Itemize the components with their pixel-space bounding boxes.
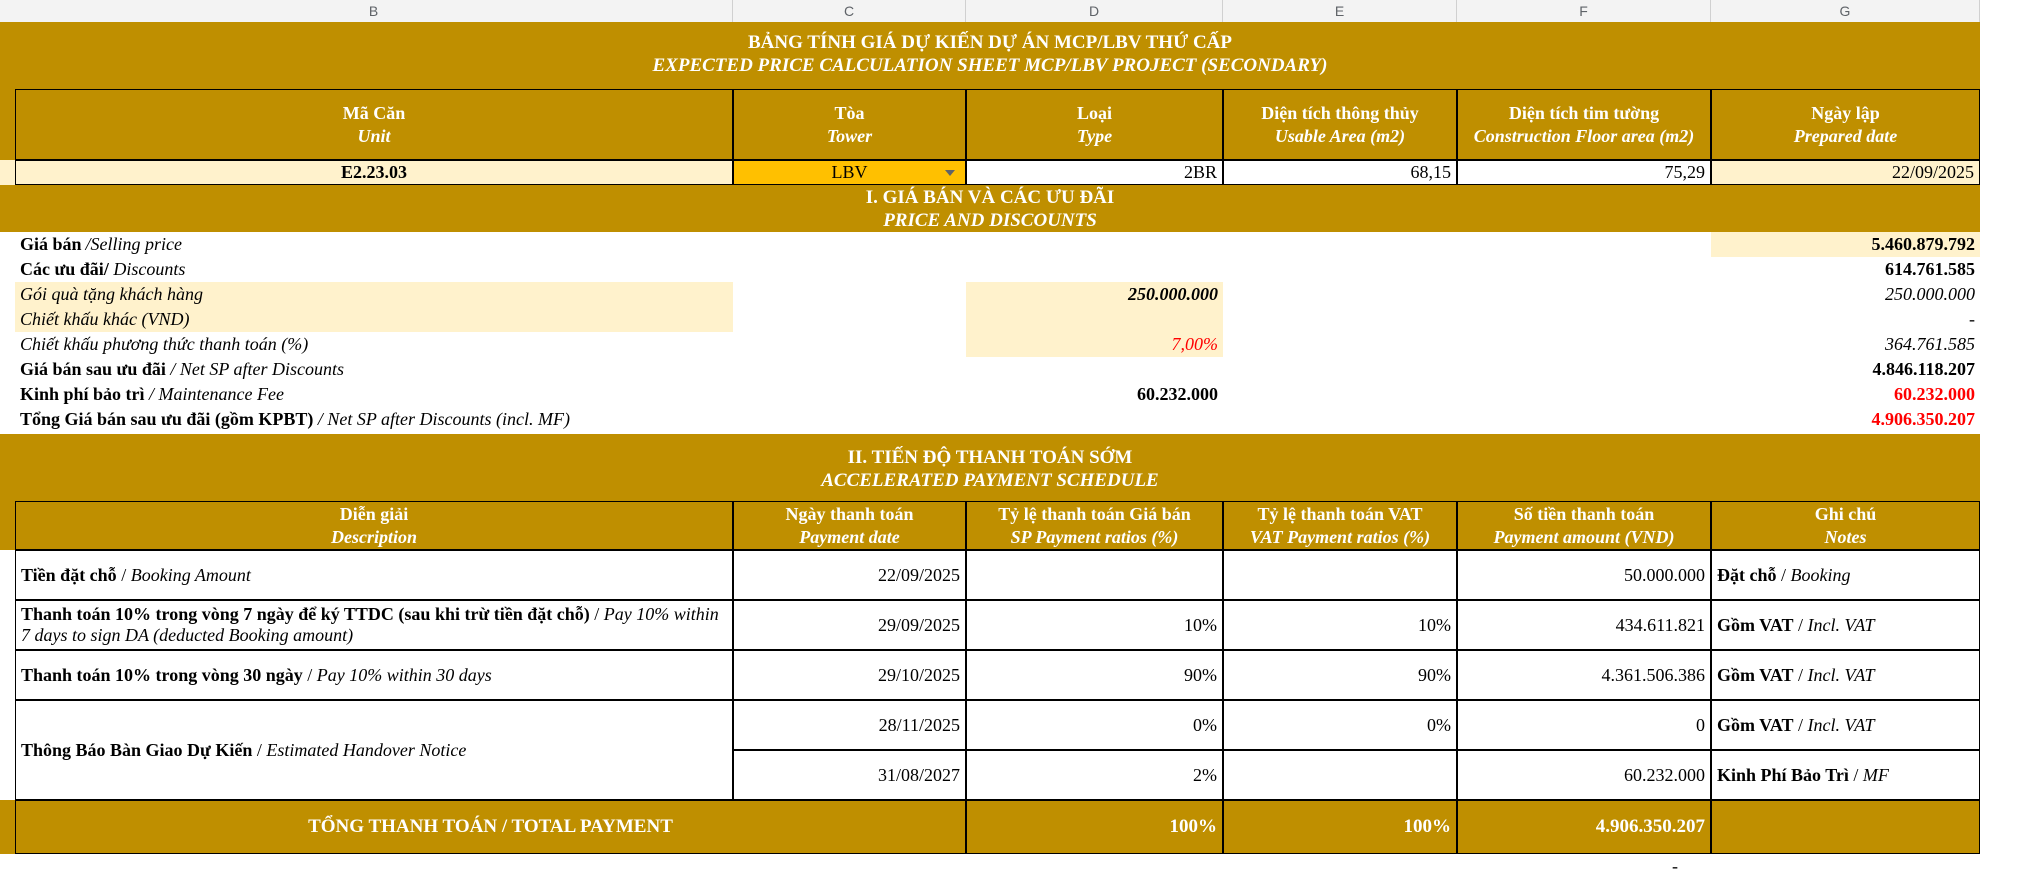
net-price-value[interactable]: 4.846.118.207	[1872, 359, 1975, 379]
header-construction-area-vi: Diện tích tim tường	[1508, 102, 1660, 123]
gift-package-label: Gói quà tặng khách hàng	[15, 282, 733, 307]
header-payment-amount[interactable]	[1457, 501, 1711, 550]
row-second-payment-date[interactable]: 29/10/2025	[733, 650, 966, 700]
row-second-payment-note-en: Incl. VAT	[1807, 664, 1875, 685]
header-payment-date-en: Payment date	[799, 526, 900, 547]
column-header-f[interactable]: F	[1457, 0, 1711, 22]
row-booking-note-en: Booking	[1790, 564, 1851, 585]
discounts-label-vi: Các ưu đãi/	[20, 259, 109, 279]
other-discount-input[interactable]	[966, 307, 1223, 332]
header-construction-area-en: Construction Floor area (m2)	[1473, 125, 1695, 146]
selling-price-label-vi: Giá bán	[20, 234, 82, 254]
header-tower-vi: Tòa	[834, 102, 865, 123]
maintenance-fee-input[interactable]: 60.232.000	[1137, 384, 1218, 404]
total-payment-amount[interactable]: 4.906.350.207	[1457, 800, 1711, 854]
row-second-payment-amount[interactable]: 4.361.506.386	[1457, 650, 1711, 700]
maintenance-fee-label	[15, 382, 733, 407]
payment-discount-label: Chiết khấu phương thức thanh toán (%)	[20, 334, 309, 354]
row-mf-sp[interactable]: 2%	[966, 750, 1223, 800]
row-mf-date[interactable]: 31/08/2027	[733, 750, 966, 800]
usable-area-cell[interactable]: 68,15	[1223, 160, 1457, 185]
gift-package-value[interactable]: 250.000.000	[1885, 284, 1975, 304]
section-schedule-vi: II. TIẾN ĐỘ THANH TOÁN SỚM	[847, 447, 1133, 468]
header-vat-ratio-en: VAT Payment ratios (%)	[1249, 526, 1431, 547]
header-tower[interactable]	[733, 89, 966, 160]
row-handover-amount[interactable]: 0	[1457, 700, 1711, 750]
section-price-en: PRICE AND DISCOUNTS	[883, 210, 1097, 231]
header-construction-area[interactable]	[1457, 89, 1711, 160]
header-prepared-date[interactable]	[1711, 89, 1980, 160]
header-usable-area[interactable]	[1223, 89, 1457, 160]
net-price-label-vi: Giá bán sau ưu đãi	[20, 359, 166, 379]
row-second-payment-desc[interactable]: Thanh toán 10% trong vòng 30 ngày / Pay 10% within 30 days	[15, 650, 733, 700]
row-second-payment-vat[interactable]: 90%	[1223, 650, 1457, 700]
row-second-payment-note-vi: Gồm VAT	[1717, 664, 1794, 685]
header-vat-ratio-vi: Tỷ lệ thanh toán VAT	[1257, 503, 1423, 524]
maintenance-fee-label-vi: Kinh phí bảo trì	[20, 384, 145, 404]
header-sp-ratio-vi: Tỷ lệ thanh toán Giá bán	[998, 503, 1191, 524]
row-booking-desc-vi: Tiền đặt chỗ	[21, 564, 117, 585]
header-unit-en: Unit	[357, 125, 391, 146]
type-cell[interactable]: 2BR	[966, 160, 1223, 185]
net-price-label	[15, 357, 733, 382]
total-price-label-en: / Net SP after Discounts (incl. MF)	[313, 409, 571, 429]
other-discount-value[interactable]: -	[1969, 309, 1975, 329]
title-en: EXPECTED PRICE CALCULATION SHEET MCP/LBV PROJECT (SECONDARY)	[652, 55, 1328, 76]
section-price-band	[0, 185, 1980, 232]
title-band	[0, 22, 1980, 89]
selling-price-label-en: /Selling price	[85, 234, 183, 254]
row-handover-note[interactable]: Gồm VAT / Incl. VAT	[1711, 700, 1980, 750]
row-mf-vat[interactable]	[1223, 750, 1457, 800]
header-type-en: Type	[1076, 125, 1113, 146]
row-second-payment-note[interactable]: Gồm VAT / Incl. VAT	[1711, 650, 1980, 700]
row-first-payment-amount[interactable]: 434.611.821	[1457, 600, 1711, 650]
row-first-payment-desc-en: Pay 10% within 7 days to sign DA (deducted Booking amount)	[21, 604, 719, 645]
row-first-payment-vat[interactable]: 10%	[1223, 600, 1457, 650]
row-booking-vat[interactable]	[1223, 550, 1457, 600]
payment-discount-value[interactable]: 364.761.585	[1885, 334, 1975, 354]
header-payment-date-vi: Ngày thanh toán	[785, 503, 914, 524]
column-header-e[interactable]: E	[1223, 0, 1457, 22]
construction-area-cell[interactable]: 75,29	[1457, 160, 1711, 185]
row-handover-vat[interactable]: 0%	[1223, 700, 1457, 750]
tower-select[interactable]	[733, 160, 966, 185]
row-handover-desc[interactable]: Thông Báo Bàn Giao Dự Kiến / Estimated Handover Notice	[15, 700, 733, 800]
discounts-label	[15, 257, 733, 282]
header-unit-vi: Mã Căn	[342, 102, 406, 123]
gift-package-input[interactable]: 250.000.000	[966, 282, 1223, 307]
header-sp-ratio-en: SP Payment ratios (%)	[1010, 526, 1179, 547]
maintenance-fee-label-en: / Maintenance Fee	[144, 384, 284, 404]
row-booking-note[interactable]: Đặt chỗ / Booking	[1711, 550, 1980, 600]
header-description-vi: Diễn giải	[339, 503, 409, 524]
row-booking-note-vi: Đặt chỗ	[1717, 564, 1777, 585]
header-type-vi: Loại	[1076, 102, 1112, 123]
header-payment-amount-en: Payment amount (VND)	[1493, 526, 1675, 547]
row-mf-note[interactable]: Kinh Phí Bảo Trì / MF	[1711, 750, 1980, 800]
footer-dash: -	[1672, 855, 1678, 876]
row-booking-desc-en: Booking Amount	[130, 564, 251, 585]
row-first-payment-note-vi: Gồm VAT	[1717, 614, 1794, 635]
row-handover-note-vi: Gồm VAT	[1717, 714, 1794, 735]
row-first-payment-note[interactable]: Gồm VAT / Incl. VAT	[1711, 600, 1980, 650]
row-handover-note-en: Incl. VAT	[1807, 714, 1875, 735]
header-payment-date[interactable]	[733, 501, 966, 550]
maintenance-fee-value[interactable]: 60.232.000	[1894, 384, 1975, 404]
row-booking-sp[interactable]	[966, 550, 1223, 600]
row-booking-date[interactable]: 22/09/2025	[733, 550, 966, 600]
discounts-label-en: Discounts	[108, 259, 186, 279]
discounts-value[interactable]: 614.761.585	[1885, 259, 1975, 279]
row-first-payment-date[interactable]: 29/09/2025	[733, 600, 966, 650]
total-payment-label[interactable]: TỔNG THANH TOÁN / TOTAL PAYMENT	[15, 800, 966, 854]
selling-price-label	[15, 232, 733, 257]
header-tower-en: Tower	[826, 125, 873, 146]
section-schedule-band	[0, 434, 1980, 501]
header-vat-ratio[interactable]	[1223, 501, 1457, 550]
row-handover-desc-en: Estimated Handover Notice	[266, 739, 467, 760]
header-notes[interactable]	[1711, 501, 1980, 550]
row-first-payment-desc-vi: Thanh toán 10% trong vòng 7 ngày để ký TTDC (sau khi trừ tiền đặt chỗ)	[21, 604, 590, 624]
row-handover-desc-vi: Thông Báo Bàn Giao Dự Kiến	[21, 739, 253, 760]
header-notes-en: Notes	[1824, 526, 1867, 547]
header-description-en: Description	[330, 526, 417, 547]
header-prepared-date-en: Prepared date	[1793, 125, 1898, 146]
prepared-date-cell[interactable]: 22/09/2025	[1711, 160, 1980, 185]
header-description[interactable]	[15, 501, 733, 550]
row-mf-note-en: MF	[1862, 764, 1889, 785]
header-usable-area-vi: Diện tích thông thủy	[1261, 102, 1419, 123]
header-sp-ratio[interactable]	[966, 501, 1223, 550]
total-price-label-vi: Tổng Giá bán sau ưu đãi (gồm KPBT)	[20, 409, 314, 429]
column-header-strip	[0, 0, 1980, 23]
header-payment-amount-vi: Số tiền thanh toán	[1513, 503, 1655, 524]
header-notes-vi: Ghi chú	[1814, 503, 1877, 524]
selling-price-value[interactable]: 5.460.879.792	[1711, 232, 1980, 257]
unit-row-margin	[0, 160, 15, 185]
row-first-payment-sp[interactable]: 10%	[966, 600, 1223, 650]
total-payment-sp[interactable]: 100%	[966, 800, 1223, 854]
chevron-down-icon[interactable]	[945, 170, 955, 176]
net-price-label-en: / Net SP after Discounts	[165, 359, 345, 379]
row-handover-date[interactable]: 28/11/2025	[733, 700, 966, 750]
row-booking-amount[interactable]: 50.000.000	[1457, 550, 1711, 600]
row-handover-sp[interactable]: 0%	[966, 700, 1223, 750]
other-discount-label: Chiết khấu khác (VND)	[15, 307, 733, 332]
column-header-c[interactable]: C	[733, 0, 966, 22]
payment-discount-input[interactable]: 7,00%	[966, 332, 1223, 357]
header-prepared-date-vi: Ngày lập	[1811, 102, 1880, 123]
row-first-payment-note-en: Incl. VAT	[1807, 614, 1875, 635]
row-mf-note-vi: Kinh Phí Bảo Trì	[1717, 764, 1849, 785]
row-second-payment-sp[interactable]: 90%	[966, 650, 1223, 700]
title-vi: BẢNG TÍNH GIÁ DỰ KIẾN DỰ ÁN MCP/LBV THỨ CẤP	[748, 32, 1232, 53]
column-header-b[interactable]: B	[15, 0, 733, 22]
section-price-vi: I. GIÁ BÁN VÀ CÁC ƯU ĐÃI	[865, 187, 1115, 208]
column-header-d[interactable]: D	[966, 0, 1223, 22]
header-usable-area-en: Usable Area (m2)	[1274, 125, 1406, 146]
header-unit[interactable]	[15, 89, 733, 160]
row-mf-amount[interactable]: 60.232.000	[1457, 750, 1711, 800]
section-schedule-en: ACCELERATED PAYMENT SCHEDULE	[821, 470, 1159, 491]
column-header-g[interactable]: G	[1711, 0, 1980, 22]
row-second-payment-desc-en: Pay 10% within 30 days	[316, 664, 492, 685]
row-second-payment-desc-vi: Thanh toán 10% trong vòng 30 ngày	[21, 664, 303, 685]
unit-code-cell[interactable]: E2.23.03	[15, 160, 733, 185]
row-booking-desc[interactable]: Tiền đặt chỗ / Booking Amount	[15, 550, 733, 600]
tower-select-value: LBV	[831, 162, 868, 182]
total-payment-note[interactable]	[1711, 800, 1980, 854]
row-first-payment-desc[interactable]: Thanh toán 10% trong vòng 7 ngày để ký TTDC (sau khi trừ tiền đặt chỗ) / Pay 10% within 7 days to sign DA (deducted Booking amount)	[15, 600, 733, 650]
total-payment-vat[interactable]: 100%	[1223, 800, 1457, 854]
header-type[interactable]	[966, 89, 1223, 160]
total-price-label	[15, 407, 733, 432]
total-price-value[interactable]: 4.906.350.207	[1871, 409, 1975, 429]
